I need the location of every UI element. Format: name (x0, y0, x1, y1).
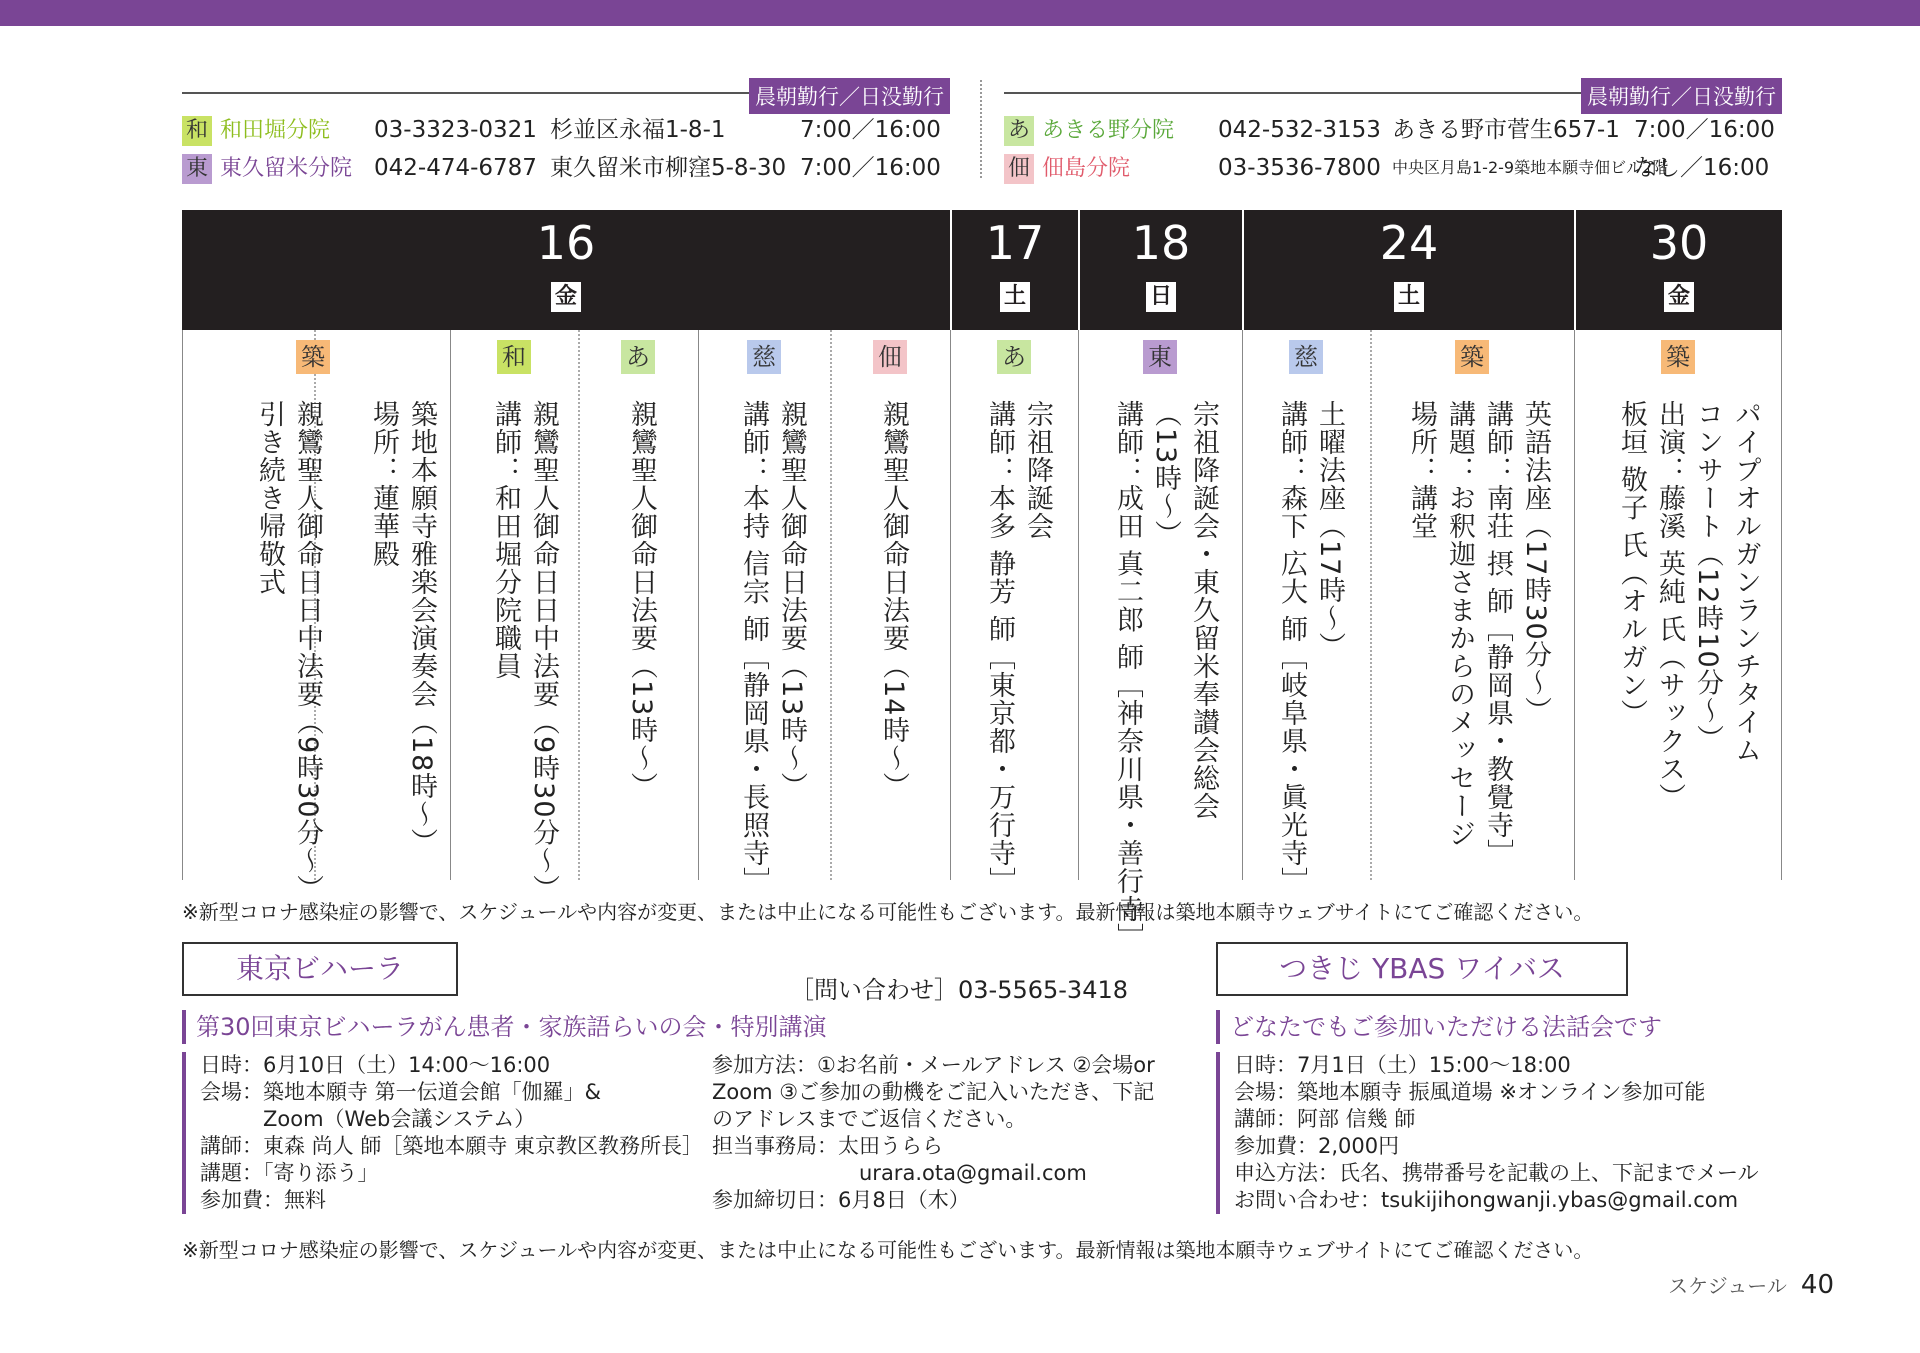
branch-address: 東久留米市柳窪5-8-30 (550, 155, 787, 181)
event-text: 宗祖降誕会・東久留米奉讃会総会 （13時～） 講師：成田 真二郎 師［神奈川県・善行寺］ (1112, 400, 1219, 952)
info-line: 参加費：無料 (200, 1188, 326, 1212)
location-badge: 和 (497, 340, 531, 374)
event-col-18-higashikurume (1078, 330, 1242, 952)
info-line: 講題：「寄り添う」 (200, 1161, 379, 1185)
bihara-section-title: 第30回東京ビハーラがん患者・家族語らいの会・特別講演 (182, 1010, 827, 1044)
branch-times: 7:00／16:00 (800, 155, 941, 181)
ybas-section-title: どなたでもご参加いただける法話会です (1216, 1010, 1662, 1044)
location-badge: 築 (1455, 340, 1489, 374)
location-badge: あ (997, 340, 1031, 374)
event-col-16-tsukuda (830, 330, 950, 880)
info-line: Zoom ③ご参加の動機をご記入いただき、下記 (712, 1080, 1155, 1104)
page-number: 40 (1800, 1270, 1834, 1300)
info-line: 講師：東森 尚人 師［築地本願寺 東京教区教務所長］ (200, 1134, 704, 1158)
location-badge: 慈 (1289, 340, 1323, 374)
info-line: お問い合わせ：tsukijihongwanji.ybas@gmail.com (1234, 1188, 1739, 1212)
page-footer (1668, 1270, 1834, 1300)
top-color-bar (0, 0, 1920, 26)
branch-row-tsukudajima (1004, 150, 1782, 186)
location-badge: 東 (1143, 340, 1177, 374)
event-col-30-tsukiji (1574, 330, 1782, 880)
branch-times: 7:00／16:00 (1634, 117, 1775, 143)
event-text: 英語法座（17時30分～） 講師：南荘 摂 師［静岡県・教覺寺］ 講題：お釈迦さまからのメッセージ 場所：講堂 (1406, 400, 1551, 868)
weekday-badge: 土 (1394, 282, 1424, 312)
branch-row-akiruno (1004, 112, 1782, 148)
location-badge: 佃 (873, 340, 907, 374)
event-col-16-jikouji (698, 330, 830, 896)
branch-row-wadabori (182, 112, 950, 148)
event-text: 土曜法座（17時～） 講師：森下 広大 師［岐阜県・眞光寺］ (1276, 400, 1345, 896)
covid-notice-bottom: ※新型コロナ感染症の影響で、スケジュールや内容が変更、または中止になる可能性もございます。最新情報は築地本願寺ウェブサイトにてご確認ください。 (182, 1238, 1594, 1262)
event-col-16-akiruno (578, 330, 698, 880)
event-text: パイプオルガンランチタイム コンサート（12時10分～） 出演：藤溪 英純 氏（サックス） 板垣 敬子 氏（オルガン） (1616, 400, 1761, 812)
branch-phone: 03-3536-7800 (1218, 155, 1381, 181)
branch-info-left (182, 70, 950, 180)
branch-times: 7:00／16:00 (800, 117, 941, 143)
event-text: 築地本願寺雅楽会演奏会（18時～） 場所：蓮華殿 親鸞聖人御命日日中法要（9時30分～） 引き続き帰敬式 (254, 400, 437, 903)
event-col-24-jikouji (1242, 330, 1370, 896)
service-times-tag: 晨朝勤行／日没勤行 (1581, 78, 1782, 114)
info-line: 参加方法：①お名前・メールアドレス ②会場or (712, 1053, 1155, 1077)
branch-address: 中央区月島1-2-9築地本願寺佃ビル2階 (1392, 158, 1669, 177)
info-line: 日時：7月1日（土）15:00～18:00 (1234, 1053, 1571, 1077)
info-line: 参加締切日：6月8日（木） (712, 1188, 970, 1212)
branch-phone: 042-474-6787 (374, 155, 537, 181)
branch-badge: あ (1004, 116, 1034, 146)
event-col-16-wadabori (450, 330, 578, 903)
event-text: 親鸞聖人御命日法要（14時～） (878, 400, 909, 801)
branch-name: 東久留米分院 (220, 156, 353, 181)
day-30 (1576, 210, 1782, 330)
branch-address: 杉並区永福1-8-1 (550, 117, 726, 143)
info-line: 申込方法：氏名、携帯番号を記載の上、下記までメール (1234, 1161, 1759, 1185)
location-badge: 築 (1661, 340, 1695, 374)
info-line: のアドレスまでご返信ください。 (712, 1107, 1027, 1131)
day-number: 18 (1131, 216, 1191, 270)
info-line: 担当事務局：太田うらら (712, 1134, 943, 1158)
info-line: Zoom（Web会議システム） (200, 1107, 536, 1131)
ybas-box-title: つきじ YBAS ワイバス (1216, 942, 1628, 996)
bihara-details-right (712, 1052, 1202, 1214)
info-line: 会場：築地本願寺 第一伝道会館「伽羅」& (200, 1080, 602, 1104)
bihara-box-title: 東京ビハーラ (182, 942, 458, 996)
branch-address: あきる野市菅生657-1 (1392, 117, 1620, 143)
info-line: 会場：築地本願寺 振風道場 ※オンライン参加可能 (1234, 1080, 1706, 1104)
event-text: 宗祖降誕会 講師：本多 静芳 師［東京都・万行寺］ (984, 400, 1053, 896)
weekday-badge: 金 (551, 282, 581, 312)
header-rule (182, 92, 762, 94)
branch-name: あきる野分院 (1042, 118, 1175, 143)
branch-info-right (1004, 70, 1782, 180)
info-line: 参加費：2,000円 (1234, 1134, 1400, 1158)
branch-row-higashikurume (182, 150, 950, 186)
weekday-badge: 金 (1664, 282, 1694, 312)
branch-phone: 042-532-3153 (1218, 117, 1381, 143)
day-18 (1080, 210, 1242, 330)
branch-times: なし／16:00 (1634, 155, 1770, 181)
day-number: 17 (985, 216, 1045, 270)
ybas-details (1216, 1052, 1794, 1214)
weekday-badge: 日 (1146, 282, 1176, 312)
branch-name: 和田堀分院 (220, 118, 331, 143)
event-text: 親鸞聖人御命日日中法要（9時30分～） 講師：和田堀分院職員 (490, 400, 559, 903)
event-col-16-tsukiji (182, 330, 450, 903)
day-24 (1244, 210, 1574, 330)
branch-phone: 03-3323-0321 (374, 117, 537, 143)
day-number: 30 (1649, 216, 1709, 270)
bihara-contact: ［問い合わせ］03-5565-3418 (790, 976, 1129, 1004)
info-line: 講師：阿部 信幾 師 (1234, 1107, 1416, 1131)
event-col-24-tsukiji (1370, 330, 1574, 880)
day-17 (952, 210, 1078, 330)
header-rule (1004, 92, 1594, 94)
location-badge: 築 (296, 340, 330, 374)
event-col-17-akiruno (950, 330, 1078, 896)
branch-badge: 和 (182, 116, 212, 146)
weekday-badge: 土 (1000, 282, 1030, 312)
location-badge: 慈 (747, 340, 781, 374)
day-number: 16 (536, 216, 596, 270)
event-text: 親鸞聖人御命日法要（13時～） (626, 400, 657, 801)
branch-divider (980, 80, 982, 178)
branch-name: 佃島分院 (1042, 156, 1131, 181)
day-16 (182, 210, 950, 330)
service-times-tag: 晨朝勤行／日没勤行 (749, 78, 950, 114)
covid-notice: ※新型コロナ感染症の影響で、スケジュールや内容が変更、または中止になる可能性もございます。最新情報は築地本願寺ウェブサイトにてご確認ください。 (182, 900, 1594, 924)
branch-badge: 佃 (1004, 154, 1034, 184)
bihara-details-left (182, 1052, 704, 1214)
location-badge: あ (621, 340, 655, 374)
event-text: 親鸞聖人御命日法要（13時～） 講師：本持 信宗 師［静岡県・長照寺］ (738, 400, 807, 896)
info-line: 日時：6月10日（土）14:00～16:00 (200, 1053, 551, 1077)
info-line: urara.ota@gmail.com (712, 1161, 1087, 1185)
footer-label: スケジュール (1668, 1274, 1787, 1298)
branch-badge: 東 (182, 154, 212, 184)
day-number: 24 (1379, 216, 1439, 270)
